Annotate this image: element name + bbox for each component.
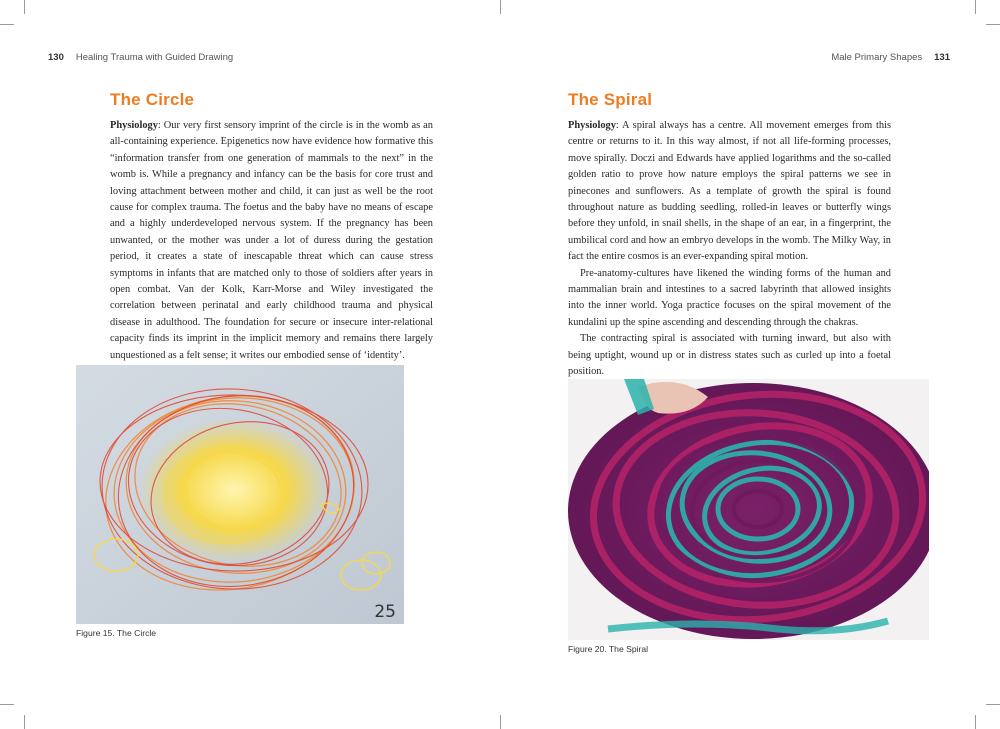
circle-drawing-image — [76, 365, 404, 624]
chapter-title: Male Primary Shapes — [831, 52, 923, 63]
section-heading: The Circle — [110, 90, 195, 109]
page-number: 131 — [934, 52, 950, 63]
body-text — [110, 118, 433, 364]
paragraph: Physiology: A spiral always has a centre. All movement emerges from this centre or returns to it. In this way almost, if not all life-forming processes, move spirally. Doczi and Edwards have applied logarithms and the so-called golden ratio to prove how nature employs the spiral patterns we see in pinecones and sunflowers. As a template of growth the spiral is found throughout nature as budding seedling, rolled-in leaves or butterfly wings before they unfold, in snail shells, in the shape of an ear, in a fingerprint, the umbilical cord and how an embryo develops in the womb. The Milky Way, in fact the entire cosmos is an ever-expanding spiral motion. — [568, 120, 891, 263]
paragraph: Pre-anatomy-cultures have likened the winding forms of the human and mammalian brain and intestines to a sacred labyrinth that allowed insights into the inner world. Yoga practice focuses on the spiral movement of the kundalini up the spine ascending and descending through the chakras. — [568, 267, 891, 328]
lead-label: Physiology — [568, 120, 616, 131]
left-running-head — [48, 52, 233, 63]
right-running-head — [831, 52, 950, 63]
section-heading: The Spiral — [568, 90, 653, 109]
paragraph: The contracting spiral is associated with turning inward, but also with being uptight, wound up or in distress states such as curled up into a foetal position. — [568, 333, 891, 378]
figure-spiral-painting — [568, 379, 929, 640]
figure-inscription: 25 — [374, 602, 396, 622]
book-title: Healing Trauma with Guided Drawing — [75, 52, 234, 63]
figure-circle-drawing — [76, 365, 404, 624]
spiral-painting-image — [568, 379, 929, 640]
paragraph: Physiology: Our very first sensory imprint of the circle is in the womb as an all-containing experience. Epigenetics now have evidence how formative this “information transfer from one generation of mammals to the next” in the womb is. While a pregnancy and infancy can be the basis for core trust and loving attachment between mother and child, it can just as well be the root cause for complex trauma. The foetus and the baby have no means of escape and a highly underdeveloped nervous system. If the pregnancy has been unwanted, or the mother was under a lot of duress during the gestation period, it creates a state of inescapable threat which can cause stress symptoms in infants that are matched only to those of soldiers after years in open combat. Van der Kolk, Karr-Morse and Wiley investigated the correlation between perinatal and early childhood trauma and physical disease in adulthood. The foundation for secure or insecure inter-relational capacity finds its imprint in the implicit memory and remains there largely unquestioned as a felt sense; it writes our embodied sense of ‘identity’. — [110, 120, 433, 361]
page-number: 130 — [48, 52, 64, 63]
lead-label: Physiology — [110, 120, 158, 131]
right-page — [500, 0, 1000, 729]
figure-caption: Figure 15. The Circle — [76, 628, 157, 638]
figure-caption: Figure 20. The Spiral — [568, 644, 649, 654]
body-text — [568, 118, 891, 381]
